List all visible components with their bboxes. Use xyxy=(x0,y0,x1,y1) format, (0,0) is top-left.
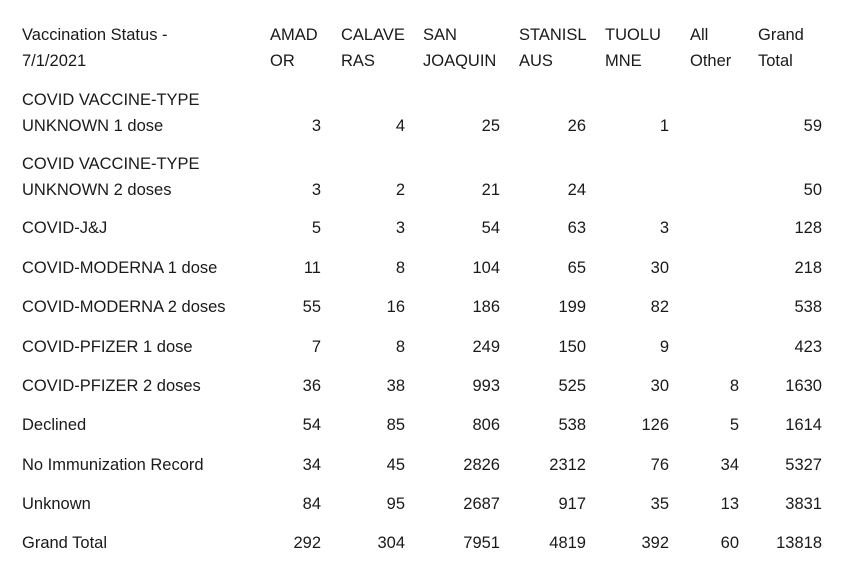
column-header-line2: MNE xyxy=(605,52,642,70)
cell-value: 45 xyxy=(386,456,405,474)
cell-value: 3 xyxy=(395,219,405,237)
cell-value: 55 xyxy=(302,298,321,316)
cell-value: 25 xyxy=(481,117,500,135)
cell-value: 8 xyxy=(729,377,739,395)
column-header-line2: JOAQUIN xyxy=(423,52,497,70)
cell-value: 38 xyxy=(386,377,405,395)
row-label: No Immunization Record xyxy=(22,456,204,474)
cell-value: 5 xyxy=(311,219,321,237)
table-row xyxy=(0,151,851,203)
corner-header-line1: Vaccination Status - xyxy=(22,26,168,44)
column-header-calaveras xyxy=(341,22,405,74)
row-label: COVID-PFIZER 2 doses xyxy=(22,377,201,395)
cell-value: 917 xyxy=(558,495,586,513)
column-header-line1: SAN xyxy=(423,26,457,44)
cell-value: 1630 xyxy=(785,377,822,395)
cell-value: 249 xyxy=(472,338,500,356)
column-header-line2: Total xyxy=(758,52,793,70)
cell-value: 59 xyxy=(803,117,822,135)
column-header-line1: TUOLU xyxy=(605,26,661,44)
row-label-line1: COVID VACCINE-TYPE xyxy=(22,155,200,173)
cell-value: 3831 xyxy=(785,495,822,513)
row-label xyxy=(22,87,252,139)
column-header-tuolumne xyxy=(605,22,661,74)
row-label: COVID-MODERNA 2 doses xyxy=(22,298,226,316)
cell-value: 82 xyxy=(650,298,669,316)
cell-value: 1 xyxy=(659,117,669,135)
column-header-line2: OR xyxy=(270,52,295,70)
cell-value: 5327 xyxy=(785,456,822,474)
corner-header-line2: 7/1/2021 xyxy=(22,52,87,70)
cell-value: 128 xyxy=(794,219,822,237)
column-header-grand-total xyxy=(758,22,804,74)
cell-value: 26 xyxy=(567,117,586,135)
cell-value: 54 xyxy=(481,219,500,237)
cell-value: 538 xyxy=(794,298,822,316)
row-label-line1: COVID VACCINE-TYPE xyxy=(22,91,200,109)
cell-value: 1614 xyxy=(785,416,822,434)
column-header-all-other xyxy=(690,22,731,74)
cell-value: 3 xyxy=(311,117,321,135)
cell-value: 16 xyxy=(386,298,405,316)
cell-value: 8 xyxy=(395,338,405,356)
cell-value: 806 xyxy=(472,416,500,434)
cell-value: 538 xyxy=(558,416,586,434)
cell-value: 21 xyxy=(481,181,500,199)
cell-value: 292 xyxy=(293,534,321,552)
cell-value: 85 xyxy=(386,416,405,434)
cell-value: 150 xyxy=(558,338,586,356)
row-label: COVID-PFIZER 1 dose xyxy=(22,338,193,356)
column-header-line2: AUS xyxy=(519,52,553,70)
cell-value: 2826 xyxy=(463,456,500,474)
cell-value: 423 xyxy=(794,338,822,356)
cell-value: 5 xyxy=(729,416,739,434)
cell-value: 13818 xyxy=(776,534,822,552)
cell-value: 3 xyxy=(659,219,669,237)
row-label-line2: UNKNOWN 1 dose xyxy=(22,117,164,135)
row-label: COVID-MODERNA 1 dose xyxy=(22,259,218,277)
cell-value: 36 xyxy=(302,377,321,395)
cell-value: 199 xyxy=(558,298,586,316)
cell-value: 76 xyxy=(650,456,669,474)
column-header-line1: All xyxy=(690,26,709,44)
cell-value: 13 xyxy=(720,495,739,513)
row-label: Grand Total xyxy=(22,534,107,552)
cell-value: 2 xyxy=(395,181,405,199)
corner-header xyxy=(22,22,168,74)
column-header-line2: Other xyxy=(690,52,732,70)
cell-value: 84 xyxy=(302,495,321,513)
cell-value: 218 xyxy=(794,259,822,277)
row-label xyxy=(22,151,252,203)
cell-value: 8 xyxy=(395,259,405,277)
column-header-san-joaquin xyxy=(423,22,496,74)
row-label: Unknown xyxy=(22,495,91,513)
row-label: Declined xyxy=(22,416,87,434)
column-header-line1: CALAVE xyxy=(341,26,405,44)
cell-value: 34 xyxy=(720,456,739,474)
column-header-line2: RAS xyxy=(341,52,375,70)
cell-value: 104 xyxy=(472,259,500,277)
cell-value: 186 xyxy=(472,298,500,316)
cell-value: 11 xyxy=(303,259,321,277)
column-header-amador xyxy=(270,22,318,74)
column-header-stanislaus xyxy=(519,22,587,74)
cell-value: 9 xyxy=(659,338,669,356)
column-header-line1: STANISL xyxy=(519,26,587,44)
cell-value: 63 xyxy=(567,219,586,237)
row-label-line2: UNKNOWN 2 doses xyxy=(22,181,172,199)
cell-value: 34 xyxy=(302,456,321,474)
cell-value: 24 xyxy=(567,181,586,199)
cell-value: 4 xyxy=(395,117,405,135)
cell-value: 54 xyxy=(302,416,321,434)
cell-value: 60 xyxy=(720,534,739,552)
cell-value: 65 xyxy=(567,259,586,277)
row-label: COVID-J&J xyxy=(22,219,108,237)
cell-value: 3 xyxy=(311,181,321,199)
cell-value: 304 xyxy=(377,534,405,552)
column-header-line1: AMAD xyxy=(270,26,318,44)
cell-value: 7 xyxy=(311,338,321,356)
cell-value: 2312 xyxy=(549,456,586,474)
cell-value: 4819 xyxy=(549,534,586,552)
column-header-line1: Grand xyxy=(758,26,804,44)
table-row xyxy=(0,87,851,139)
cell-value: 525 xyxy=(558,377,586,395)
cell-value: 7951 xyxy=(463,534,500,552)
cell-value: 392 xyxy=(641,534,669,552)
cell-value: 2687 xyxy=(463,495,500,513)
cell-value: 95 xyxy=(386,495,405,513)
cell-value: 30 xyxy=(650,377,669,395)
cell-value: 993 xyxy=(472,377,500,395)
cell-value: 50 xyxy=(803,181,822,199)
cell-value: 35 xyxy=(650,495,669,513)
cell-value: 126 xyxy=(641,416,669,434)
cell-value: 30 xyxy=(650,259,669,277)
